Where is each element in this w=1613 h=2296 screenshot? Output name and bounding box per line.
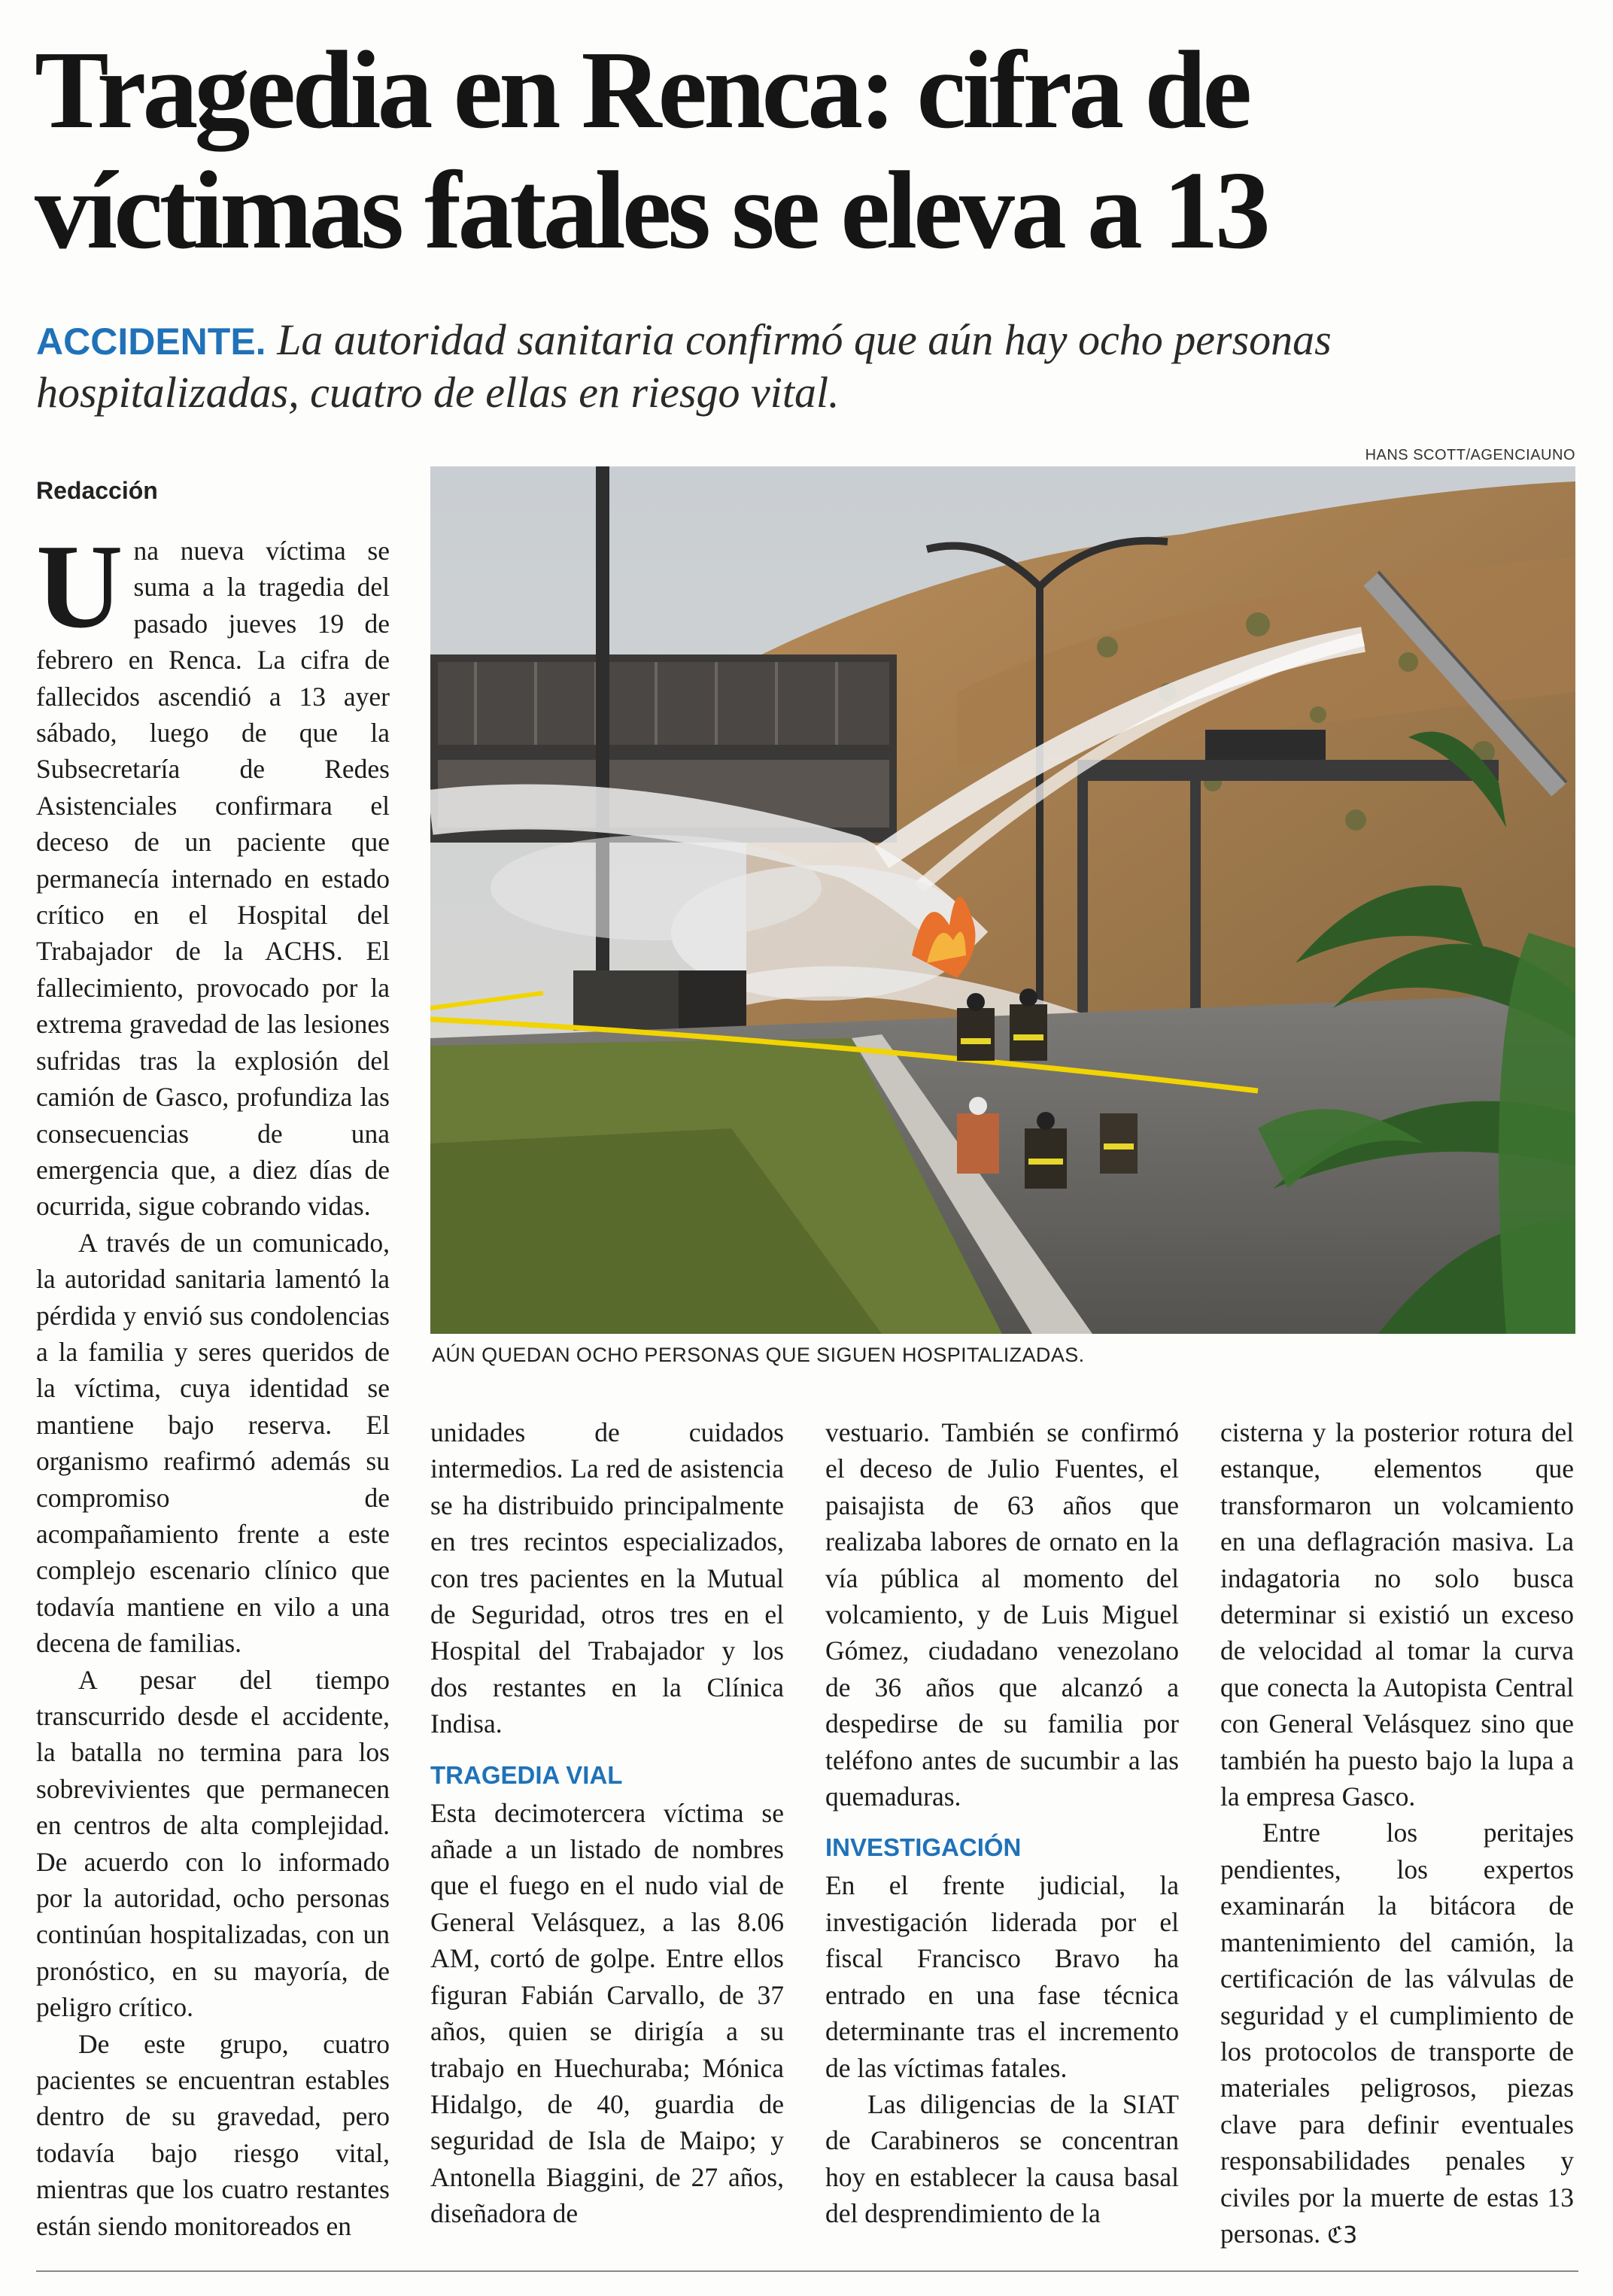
article-column-4 [1220,1414,1574,2254]
paragraph: cisterna y la posterior rotura del estanque, elementos que transformaron un volcamiento en una deflagración masiva. La indagatoria no solo busca determinar si existió un exceso de velocidad al tomar la curva que conecta la Autopista Central con General Velásquez sino que también ha puesto bajo la lupa a la empresa Gasco. [1220,1417,1574,1812]
subhead-tragedia-vial: TRAGEDIA VIAL [430,1760,623,1789]
photo-credit: HANS SCOTT/AGENCIAUNO [1365,447,1575,463]
paragraph: De este grupo, cuatro pacientes se encuentran estables dentro de su gravedad, pero todavía bajo riesgo vital, mientras que los cuatro restantes están siendo monitoreados en [36,2028,390,2241]
paragraph: En el frente judicial, la investigación liderada por el fiscal Francisco Bravo ha entrado en una fase técnica determinante tras el incremento de las víctimas fatales. [825,1870,1179,2083]
article-column-3 [825,1414,1179,2232]
article-column-1 [36,519,390,2244]
bottom-rule [36,2270,1578,2272]
article-column-2 [430,1414,784,2232]
paragraph: A pesar del tiempo transcurrido desde el accidente, la batalla no termina para los sobrevivientes que permanecen en centros de alta complejidad. De acuerdo con lo informado por la autoridad, ocho personas continúan hospitalizadas, con un pronóstico, en su mayoría, de peligro crítico. [36,1664,390,2023]
paragraph: Esta decimotercera víctima se añade a un listado de nombres que el fuego en el nudo vial de General Velásquez, a las 8.06 AM, cortó de golpe. Entre ellos figuran Fabián Carvallo, de 37 años, quien se dirigía a su trabajo en Huechuraba; Mónica Hidalgo, de 40, guardia de seguridad de Isla de Maipo; y Antonella Biaggini, de 27 años, diseñadora de [430,1797,784,2229]
paragraph: A través de un comunicado, la autoridad sanitaria lamentó la pérdida y envió sus condolencias a la familia y seres queridos de la víctima, cuya identidad se mantiene bajo reserva. El organismo reafirmó además su compromiso de acompañamiento frente a este complejo escenario clínico que todavía mantiene en vilo a una decena de familias. [36,1227,390,1659]
dropcap: U [36,519,123,653]
byline: Redacción [36,477,158,504]
deck-text: La autoridad sanitaria confirmó que aún hay ocho personas hospitalizadas, cuatro de ellas en riesgo vital. [36,315,1332,417]
paragraph: Las diligencias de la SIAT de Carabineros se concentran hoy en establecer la causa basal del desprendimiento de la [825,2088,1179,2229]
paragraph: na nueva víctima se suma a la tragedia del pasado jueves 19 de febrero en Renca. La cifra de fallecidos ascendió a 13 ayer sábado, luego de que la Subsecretaría de Redes Asistenciales confirmara el deceso de un paciente que permanecía internado en estado crítico en el Hospital del Trabajador de la ACHS. El fallecimiento, provocado por la extrema gravedad de las lesiones sufridas tras la explosión del camión de Gasco, profundiza las consecuencias de una emergencia que, a diez días de ocurrida, sigue cobrando vidas. [36,536,390,1222]
paragraph-text: Entre los peritajes pendientes, los expertos examinarán la bitácora de mantenimiento del camión, la certificación de las válvulas de seguridad y el cumplimiento de los protocolos de transporte de materiales peligrosos, piezas clave para definir eventuales responsabilidades penales y civiles por la muerte de estas 13 personas. [1220,1818,1574,2249]
subhead-investigacion: INVESTIGACIÓN [825,1833,1022,1862]
photo-caption: AÚN QUEDAN OCHO PERSONAS QUE SIGUEN HOSPITALIZADAS. [432,1344,1085,1366]
deck-kicker: ACCIDENTE. [36,320,266,363]
deck [36,314,1571,418]
paragraph [1220,1815,1574,2254]
news-photo [430,466,1575,1334]
paragraph: unidades de cuidados intermedios. La red de asistencia se ha distribuido principalmente en tres recintos especializados, con tres pacientes en la Mutual de Seguridad, otros tres en el Hospital del Trabajador y los dos restantes en la Clínica Indisa. [430,1417,784,1739]
paragraph: vestuario. También se confirmó el deceso de Julio Fuentes, el paisajista de 63 años que realizaba labores de ornato en la vía pública al momento del volcamiento, y de Luis Miguel Gómez, ciudadano venezolano de 36 años que alcanzó a despedirse de su familia por teléfono antes de sucumbir a las quemaduras. [825,1417,1179,1812]
headline: Tragedia en Renca: cifra de víctimas fatales se eleva a 13 [35,29,1267,272]
end-mark-icon: ℭ3 [1326,2222,1358,2249]
